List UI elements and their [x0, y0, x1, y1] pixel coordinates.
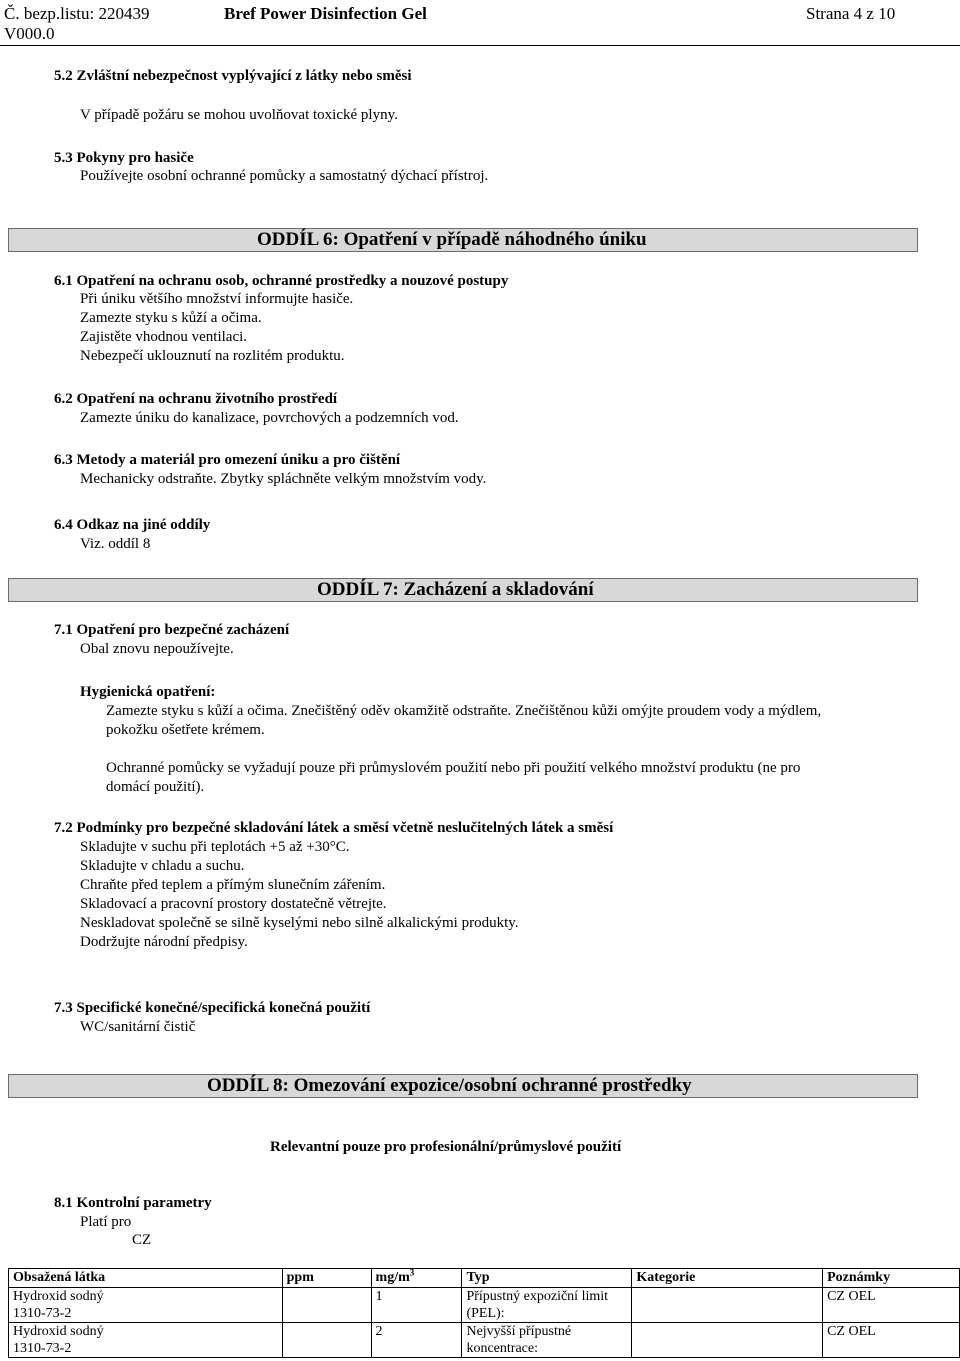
col-header-notes: Poznámky [823, 1269, 960, 1288]
subsection-6-1-title: 6.1 Opatření na ochranu osob, ochranné prostředky a nouzové postupy [54, 273, 509, 289]
applies-to-label: Platí pro [80, 1214, 132, 1230]
cell-notes: CZ OEL [823, 1288, 960, 1323]
page-number: Strana 4 z 10 [806, 4, 896, 23]
cell-substance [9, 1323, 283, 1358]
table-row [9, 1288, 960, 1323]
col-header-substance: Obsažená látka [9, 1269, 283, 1288]
col-header-mgm3-text: mg/m [375, 1270, 410, 1285]
col-header-mgm3-sup: 3 [409, 1267, 415, 1278]
subsection-5-2-title: 5.2 Zvláštní nebezpečnost vyplývající z látky nebo směsi [54, 68, 412, 84]
subsection-5-3-title: 5.3 Pokyny pro hasiče [54, 150, 194, 166]
substance-name: Hydroxid sodný [13, 1289, 104, 1304]
subsection-6-2-text: Zamezte úniku do kanalizace, povrchových a podzemních vod. [80, 410, 459, 426]
storage-line: Chraňte před teplem a přímým slunečním zářením. [80, 877, 386, 893]
section-8-title: ODDÍL 8: Omezování expozice/osobní ochranné prostředky [207, 1075, 692, 1096]
cell-category [632, 1323, 823, 1358]
storage-line: Skladujte v chladu a suchu. [80, 858, 245, 874]
section-8-header [8, 1074, 918, 1098]
subsection-7-1-title: 7.1 Opatření pro bezpečné zacházení [54, 622, 290, 638]
cas-number: 1310-73-2 [13, 1306, 72, 1321]
type-line: koncentrace: [466, 1341, 538, 1356]
type-line: Nejvyšší přípustné [466, 1324, 572, 1339]
ppe-line: domácí použití). [106, 779, 205, 795]
cell-ppm [282, 1323, 371, 1358]
subsection-6-3-title: 6.3 Metody a materiál pro omezení úniku a pro čištění [54, 452, 401, 468]
exposure-limits-table [8, 1268, 960, 1358]
col-header-mgm3 [371, 1269, 462, 1288]
header-divider [0, 45, 960, 46]
type-line: Přípustný expoziční limit [466, 1289, 609, 1304]
cell-notes: CZ OEL [823, 1323, 960, 1358]
cell-substance [9, 1288, 283, 1323]
table-row [9, 1323, 960, 1358]
subsection-6-1-line: Při úniku většího množství informujte hasiče. [80, 291, 354, 307]
subsection-6-2-title: 6.2 Opatření na ochranu životního prostředí [54, 391, 338, 407]
col-header-category: Kategorie [632, 1269, 823, 1288]
storage-line: Neskladovat společně se silně kyselými nebo silně alkalickými produkty. [80, 915, 519, 931]
storage-line: Skladujte v suchu při teplotách +5 až +30°C. [80, 839, 350, 855]
product-name: Bref Power Disinfection Gel [224, 4, 427, 23]
subsection-6-4-text: Viz. oddíl 8 [80, 536, 151, 552]
section-7-header [8, 578, 918, 602]
subsection-7-2-title: 7.2 Podmínky pro bezpečné skladování látek a směsí včetně neslučitelných látek a směsí [54, 820, 614, 836]
col-header-ppm: ppm [282, 1269, 371, 1288]
cell-mgm3: 2 [371, 1323, 462, 1358]
subsection-5-2-text: V případě požáru se mohou uvolňovat toxické plyny. [80, 107, 398, 123]
cell-category [632, 1288, 823, 1323]
subsection-6-1-line: Zajistěte vhodnou ventilaci. [80, 329, 248, 345]
sds-number: Č. bezp.listu: 220439 [4, 4, 150, 23]
table-header-row [9, 1269, 960, 1288]
substance-name: Hydroxid sodný [13, 1324, 104, 1339]
subsection-5-3-text: Používejte osobní ochranné pomůcky a samostatný dýchací přístroj. [80, 168, 489, 184]
professional-use-note: Relevantní pouze pro profesionální/průmyslové použití [270, 1139, 622, 1155]
cell-ppm [282, 1288, 371, 1323]
storage-line: Skladovací a pracovní prostory dostatečně větrejte. [80, 896, 387, 912]
cell-type [462, 1323, 632, 1358]
subsection-6-1-line: Nebezpečí uklouznutí na rozlitém produktu. [80, 348, 345, 364]
ppe-line: Ochranné pomůcky se vyžadují pouze při průmyslovém použití nebo při použití velkého množství produktu (ne pro [106, 760, 801, 776]
col-header-type: Typ [462, 1269, 632, 1288]
hygiene-title: Hygienická opatření: [80, 684, 216, 700]
subsection-6-4-title: 6.4 Odkaz na jiné oddíly [54, 517, 211, 533]
subsection-7-1-text: Obal znovu nepoužívejte. [80, 641, 234, 657]
hygiene-line: Zamezte styku s kůží a očima. Znečištěný oděv okamžitě odstraňte. Znečištěnou kůži omýjte proudem vody a mýdlem, [106, 703, 822, 719]
section-6-header [8, 228, 918, 252]
subsection-6-3-text: Mechanicky odstraňte. Zbytky spláchněte velkým množstvím vody. [80, 471, 487, 487]
subsection-8-1-title: 8.1 Kontrolní parametry [54, 1195, 212, 1211]
version: V000.0 [4, 24, 55, 43]
subsection-6-1-line: Zamezte styku s kůží a očima. [80, 310, 262, 326]
section-7-title: ODDÍL 7: Zacházení a skladování [317, 579, 594, 600]
type-line: (PEL): [466, 1306, 505, 1321]
cell-mgm3: 1 [371, 1288, 462, 1323]
hygiene-line: pokožku ošetřete krémem. [106, 722, 265, 738]
cell-type [462, 1288, 632, 1323]
cas-number: 1310-73-2 [13, 1341, 72, 1356]
subsection-7-3-text: WC/sanitární čistič [80, 1019, 196, 1035]
subsection-7-3-title: 7.3 Specifické konečné/specifická konečná použití [54, 1000, 371, 1016]
section-6-title: ODDÍL 6: Opatření v případě náhodného úniku [257, 229, 647, 250]
storage-line: Dodržujte národní předpisy. [80, 934, 248, 950]
country-code: CZ [132, 1232, 152, 1248]
